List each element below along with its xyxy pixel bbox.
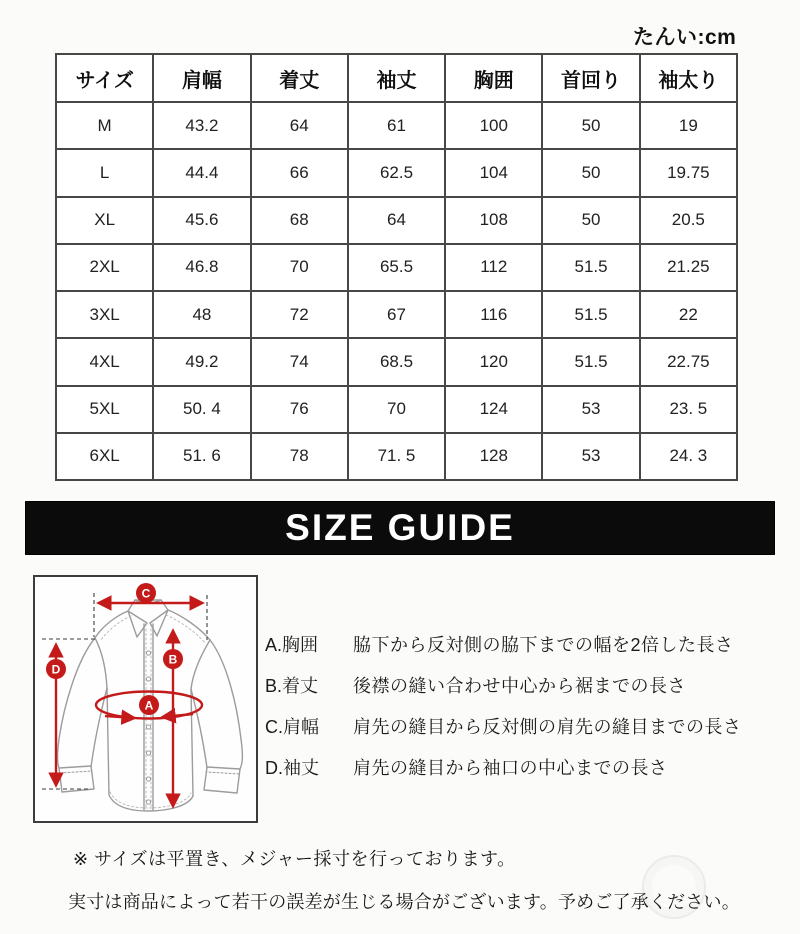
cell-size: 6XL: [56, 433, 153, 480]
cell-value: 72: [251, 291, 348, 338]
cell-value: 112: [445, 244, 542, 291]
measure-label-a: A.胸囲: [265, 635, 319, 655]
cell-value: 70: [251, 244, 348, 291]
table-row-m: [56, 102, 737, 149]
cell-value: 104: [445, 149, 542, 196]
shirt-diagram-svg: [35, 577, 256, 821]
cell-value: 53: [542, 433, 639, 480]
cell-value: 51.5: [542, 244, 639, 291]
table-row-6xl: [56, 433, 737, 480]
column-header-sleeve-width: 袖太り: [640, 54, 737, 102]
size-table: [55, 53, 738, 481]
size-guide-title: SIZE GUIDE: [285, 507, 515, 548]
measure-guide-item-c: [265, 713, 785, 754]
cell-value: 22: [640, 291, 737, 338]
cell-value: 116: [445, 291, 542, 338]
cell-value: 64: [348, 197, 445, 244]
chest-arrow-left: [105, 716, 134, 718]
cell-value: 19.75: [640, 149, 737, 196]
cell-value: 51.5: [542, 291, 639, 338]
column-header-neck: 首回り: [542, 54, 639, 102]
measure-desc-d: 肩先の縫目から袖口の中心までの長さ: [353, 758, 668, 778]
cell-value: 61: [348, 102, 445, 149]
table-row-l: [56, 149, 737, 196]
cell-value: 65.5: [348, 244, 445, 291]
cell-value: 48: [153, 291, 250, 338]
cell-value: 64: [251, 102, 348, 149]
column-header-length: 着丈: [251, 54, 348, 102]
cell-value: 100: [445, 102, 542, 149]
cell-value: 78: [251, 433, 348, 480]
column-header-size: サイズ: [56, 54, 153, 102]
cell-value: 128: [445, 433, 542, 480]
shirt-measurement-diagram: [33, 575, 258, 823]
cell-value: 22.75: [640, 338, 737, 385]
measure-desc-a: 脇下から反対側の脇下までの幅を2倍した長さ: [353, 635, 734, 655]
cell-value: 76: [251, 386, 348, 433]
table-row-2xl: [56, 244, 737, 291]
cell-value: 51.5: [542, 338, 639, 385]
cell-value: 50: [542, 149, 639, 196]
shirt-buttons: [146, 651, 150, 804]
measure-label-d: D.袖丈: [265, 758, 319, 778]
cell-value: 66: [251, 149, 348, 196]
cell-value: 43.2: [153, 102, 250, 149]
chest-arrow-right: [163, 714, 193, 717]
cell-value: 51. 6: [153, 433, 250, 480]
cell-value: 49.2: [153, 338, 250, 385]
measure-guide-list: [265, 631, 785, 795]
cell-value: 120: [445, 338, 542, 385]
measure-desc-c: 肩先の縫目から反対側の肩先の縫目までの長さ: [353, 717, 742, 737]
cell-value: 70: [348, 386, 445, 433]
cell-size: XL: [56, 197, 153, 244]
cell-size: 5XL: [56, 386, 153, 433]
cell-size: 2XL: [56, 244, 153, 291]
cell-value: 124: [445, 386, 542, 433]
cell-value: 71. 5: [348, 433, 445, 480]
measure-desc-b: 後襟の縫い合わせ中心から裾までの長さ: [353, 676, 686, 696]
table-row-3xl: [56, 291, 737, 338]
cell-value: 46.8: [153, 244, 250, 291]
table-row-4xl: [56, 338, 737, 385]
note-line-1: ※ サイズは平置き、メジャー採寸を行っております。: [73, 849, 516, 869]
cell-value: 20.5: [640, 197, 737, 244]
measure-label-c: C.肩幅: [265, 717, 319, 737]
cell-value: 67: [348, 291, 445, 338]
cell-value: 24. 3: [640, 433, 737, 480]
note-line-2: 実寸は商品によって若干の誤差が生じる場合がございます。予めご了承ください。: [68, 892, 740, 912]
measure-guide-item-b: [265, 672, 785, 713]
cell-value: 21.25: [640, 244, 737, 291]
cell-value: 44.4: [153, 149, 250, 196]
badge-d-label: D: [51, 662, 61, 677]
size-table-header-row: [56, 54, 737, 102]
unit-label: たんい:cm: [633, 26, 737, 49]
measure-label-b: B.着丈: [265, 676, 319, 696]
measure-guide-item-a: [265, 631, 785, 672]
cell-value: 108: [445, 197, 542, 244]
table-row-5xl: [56, 386, 737, 433]
column-header-shoulder: 肩幅: [153, 54, 250, 102]
cell-value: 45.6: [153, 197, 250, 244]
table-row-xl: [56, 197, 737, 244]
cell-value: 23. 5: [640, 386, 737, 433]
cell-size: M: [56, 102, 153, 149]
cell-value: 62.5: [348, 149, 445, 196]
cell-value: 50: [542, 197, 639, 244]
column-header-sleeve: 袖丈: [348, 54, 445, 102]
cell-value: 50: [542, 102, 639, 149]
watermark-circle: [642, 855, 706, 919]
cell-size: 3XL: [56, 291, 153, 338]
cell-value: 50. 4: [153, 386, 250, 433]
cell-size: L: [56, 149, 153, 196]
cell-value: 68: [251, 197, 348, 244]
badge-c-label: C: [141, 586, 151, 601]
column-header-chest: 胸囲: [445, 54, 542, 102]
measure-guide-item-d: [265, 754, 785, 795]
cell-value: 74: [251, 338, 348, 385]
cell-size: 4XL: [56, 338, 153, 385]
badge-b-label: B: [168, 652, 178, 667]
size-guide-banner: [25, 501, 775, 555]
measurement-arrows: [56, 603, 202, 806]
badge-a-label: A: [144, 698, 154, 713]
cell-value: 19: [640, 102, 737, 149]
cell-value: 68.5: [348, 338, 445, 385]
guide-dashes: [42, 593, 207, 789]
cell-value: 53: [542, 386, 639, 433]
